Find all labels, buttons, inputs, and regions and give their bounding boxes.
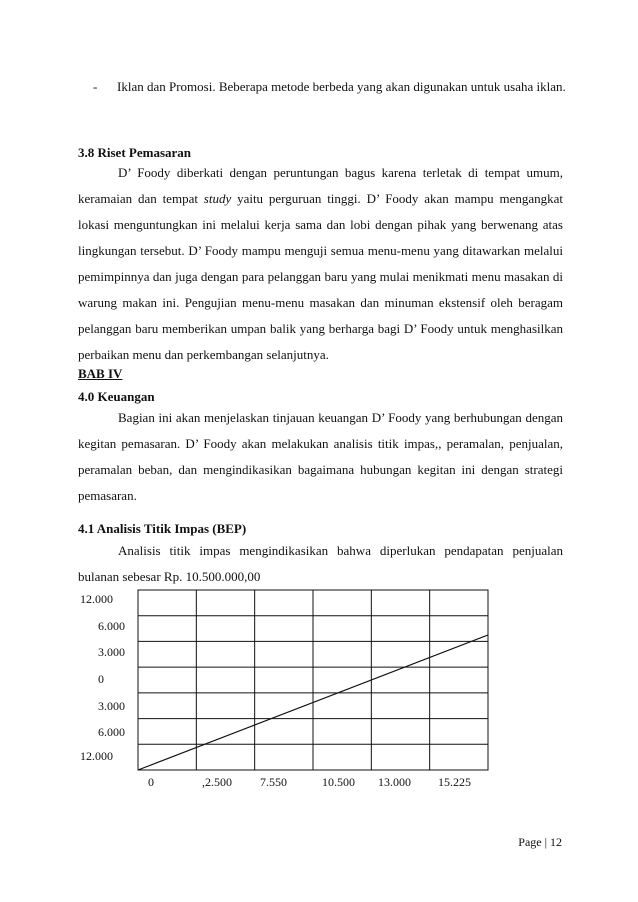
body-text: Analisis titik impas mengindikasikan bahwa diperlukan pendapatan penjualan bulanan sebesar Rp. 10.500.000,00 [78, 543, 563, 584]
body-text: Bagian ini akan menjelaskan tinjauan keuangan D’ Foody yang berhubungan dengan kegitan pemasaran. D’ Foody akan melakukan analisis titik impas,, peramalan, penjualan, peramalan beban, dan mengindikasikan bagaimana hubungan kegitan ini dengan strategi pemasaran. [78, 410, 563, 503]
y-tick-label: 12.000 [80, 749, 113, 763]
chapter-label: BAB IV [78, 366, 123, 381]
x-tick-label: ,2.500 [202, 775, 232, 789]
y-tick-label: 3.000 [98, 699, 125, 713]
bep-chart-svg [60, 580, 560, 800]
bullet-dash: - [93, 79, 98, 94]
bullet-text: Iklan dan Promosi. Beberapa metode berbeda yang akan digunakan untuk usaha iklan. [117, 79, 566, 94]
page-number: Page | 12 [518, 835, 562, 849]
x-tick-label: 13.000 [378, 775, 411, 789]
y-tick-label: 6.000 [98, 619, 125, 633]
section-heading-3-8: 3.8 Riset Pemasaran [78, 145, 192, 160]
section-body-4-0 [78, 405, 563, 509]
x-tick-label: 10.500 [322, 775, 355, 789]
x-tick-label: 15.225 [438, 775, 471, 789]
bep-chart [60, 580, 560, 800]
x-tick-label: 0 [148, 775, 154, 789]
y-tick-label: 3.000 [98, 645, 125, 659]
body-italic-word: study [203, 191, 232, 206]
section-heading-4-0: 4.0 Keuangan [78, 389, 155, 404]
x-tick-label: 7.550 [260, 775, 287, 789]
y-tick-label: 0 [98, 672, 104, 686]
y-tick-label: 6.000 [98, 725, 125, 739]
section-body-3-8 [78, 160, 563, 368]
body-part2: yaitu perguruan tinggi. D’ Foody akan mampu mengangkat lokasi menguntungkan ini melalui kerja sama dan lobi dengan pihak yang berwenang atas lingkungan tersebut. D’ Foody mampu menguji semua menu-menu yang ditawarkan melalui pemimpinnya dan juga dengan para pelanggan baru yang mulai menikmati menu masakan di warung makan ini. Pengujian menu-menu masakan dan minuman ekstensif oleh beragam pelanggan baru memberikan umpan balik yang berharga bagi D’ Foody untuk menghasilkan perbaikan menu dan perkembangan selanjutnya. [78, 191, 563, 362]
body-part1: D’ Foody diberkati dengan peruntungan bagus karena terletak di tempat umum, keramaian dan tempat [78, 165, 563, 206]
bullet-item [93, 74, 573, 100]
y-tick-label: 12.000 [80, 592, 113, 606]
section-heading-4-1: 4.1 Analisis Titik Impas (BEP) [78, 521, 247, 536]
